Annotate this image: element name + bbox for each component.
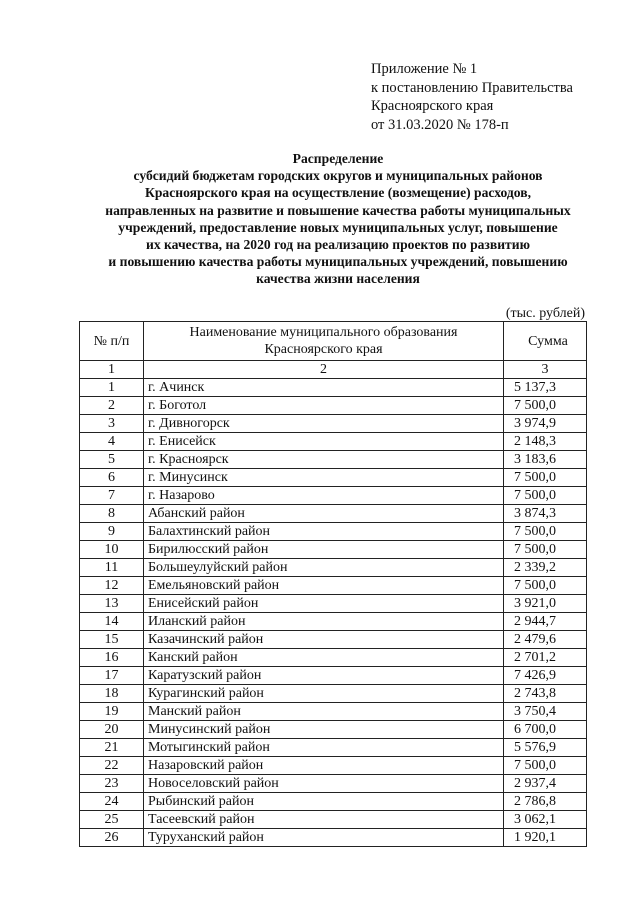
row-number: 5	[80, 451, 144, 469]
title-line: и повышению качества работы муниципальных учреждений, повышению	[108, 254, 568, 270]
row-number: 17	[80, 667, 144, 685]
table-row	[80, 739, 587, 757]
row-municipality: Иланский район	[144, 613, 504, 631]
row-sum: 1 920,1	[504, 829, 587, 847]
row-municipality: Канский район	[144, 649, 504, 667]
row-municipality: Казачинский район	[144, 631, 504, 649]
table-row	[80, 685, 587, 703]
row-sum: 3 062,1	[504, 811, 587, 829]
title-line: направленных на развитие и повышение качества работы муниципальных	[105, 202, 571, 218]
row-municipality: г. Боготол	[144, 397, 504, 415]
table-header-row	[80, 322, 587, 361]
row-sum: 2 786,8	[504, 793, 587, 811]
row-sum: 2 944,7	[504, 613, 587, 631]
table-row	[80, 541, 587, 559]
table-row	[80, 379, 587, 397]
row-municipality: г. Ачинск	[144, 379, 504, 397]
row-number: 23	[80, 775, 144, 793]
row-number: 19	[80, 703, 144, 721]
row-number: 1	[80, 379, 144, 397]
row-sum: 2 937,4	[504, 775, 587, 793]
row-sum: 7 500,0	[504, 523, 587, 541]
row-municipality: г. Назарово	[144, 487, 504, 505]
table-row	[80, 433, 587, 451]
row-sum: 7 500,0	[504, 577, 587, 595]
table-row	[80, 451, 587, 469]
row-number: 6	[80, 469, 144, 487]
row-sum: 6 700,0	[504, 721, 587, 739]
table-row	[80, 505, 587, 523]
header-number: № п/п	[80, 322, 144, 361]
row-number: 22	[80, 757, 144, 775]
row-number: 26	[80, 829, 144, 847]
row-sum: 7 500,0	[504, 397, 587, 415]
title-line: учреждений, предоставление новых муниципальных услуг, повышение	[118, 219, 558, 235]
row-number: 24	[80, 793, 144, 811]
table-row	[80, 829, 587, 847]
row-municipality: г. Енисейск	[144, 433, 504, 451]
row-municipality: Емельяновский район	[144, 577, 504, 595]
row-sum: 7 426,9	[504, 667, 587, 685]
row-sum: 3 921,0	[504, 595, 587, 613]
row-municipality: Абанский район	[144, 505, 504, 523]
table-row	[80, 631, 587, 649]
column-index-row	[80, 361, 587, 379]
units-label: (тыс. рублей)	[505, 306, 585, 321]
row-municipality: Енисейский район	[144, 595, 504, 613]
appendix-reference	[371, 60, 573, 134]
row-number: 14	[80, 613, 144, 631]
column-index: 3	[504, 361, 587, 379]
table-row	[80, 721, 587, 739]
row-municipality: Балахтинский район	[144, 523, 504, 541]
header-municipality: Наименование муниципального образования Красноярского края	[144, 322, 504, 361]
row-municipality: Назаровский район	[144, 757, 504, 775]
table-row	[80, 415, 587, 433]
row-sum: 3 974,9	[504, 415, 587, 433]
row-municipality: г. Минусинск	[144, 469, 504, 487]
row-sum: 7 500,0	[504, 487, 587, 505]
row-number: 16	[80, 649, 144, 667]
row-number: 18	[80, 685, 144, 703]
appendix-line: Красноярского края	[371, 98, 494, 114]
row-number: 7	[80, 487, 144, 505]
table-row	[80, 577, 587, 595]
row-number: 3	[80, 415, 144, 433]
table-row	[80, 559, 587, 577]
row-number: 8	[80, 505, 144, 523]
title-line: качества жизни населения	[256, 271, 420, 287]
title-line: их качества, на 2020 год на реализацию проектов по развитию	[146, 237, 530, 253]
table-row	[80, 775, 587, 793]
appendix-line: Приложение № 1	[371, 61, 478, 77]
row-municipality: Тасеевский район	[144, 811, 504, 829]
title-line: Красноярского края на осуществление (возмещение) расходов,	[144, 185, 531, 201]
row-municipality: Минусинский район	[144, 721, 504, 739]
row-number: 21	[80, 739, 144, 757]
row-sum: 7 500,0	[504, 541, 587, 559]
title-line: Распределение	[292, 151, 384, 166]
row-municipality: Туруханский район	[144, 829, 504, 847]
row-sum: 3 183,6	[504, 451, 587, 469]
row-sum: 5 137,3	[504, 379, 587, 397]
row-sum: 3 874,3	[504, 505, 587, 523]
row-municipality: Новоселовский район	[144, 775, 504, 793]
row-municipality: г. Дивногорск	[144, 415, 504, 433]
table-row	[80, 397, 587, 415]
row-number: 12	[80, 577, 144, 595]
table-row	[80, 811, 587, 829]
row-number: 15	[80, 631, 144, 649]
row-number: 4	[80, 433, 144, 451]
table-row	[80, 667, 587, 685]
row-municipality: Бирилюсский район	[144, 541, 504, 559]
row-sum: 2 701,2	[504, 649, 587, 667]
table-row	[80, 649, 587, 667]
row-sum: 2 479,6	[504, 631, 587, 649]
column-index: 2	[144, 361, 504, 379]
row-municipality: Рыбинский район	[144, 793, 504, 811]
table-row	[80, 703, 587, 721]
table-row	[80, 487, 587, 505]
row-municipality: Манский район	[144, 703, 504, 721]
row-sum: 2 743,8	[504, 685, 587, 703]
row-sum: 2 148,3	[504, 433, 587, 451]
table-row	[80, 595, 587, 613]
appendix-line: к постановлению Правительства	[371, 79, 573, 96]
document-title	[60, 150, 616, 288]
table-row	[80, 613, 587, 631]
row-municipality: Курагинский район	[144, 685, 504, 703]
row-sum: 3 750,4	[504, 703, 587, 721]
row-municipality: Каратузский район	[144, 667, 504, 685]
row-number: 2	[80, 397, 144, 415]
row-sum: 7 500,0	[504, 757, 587, 775]
row-sum: 5 576,9	[504, 739, 587, 757]
row-sum: 7 500,0	[504, 469, 587, 487]
header-sum: Сумма	[504, 322, 587, 361]
table-row	[80, 469, 587, 487]
row-number: 11	[80, 559, 144, 577]
row-number: 25	[80, 811, 144, 829]
row-number: 9	[80, 523, 144, 541]
row-municipality: Большеулуйский район	[144, 559, 504, 577]
row-number: 13	[80, 595, 144, 613]
column-index: 1	[80, 361, 144, 379]
row-number: 20	[80, 721, 144, 739]
row-municipality: Мотыгинский район	[144, 739, 504, 757]
table-row	[80, 523, 587, 541]
table-row	[80, 793, 587, 811]
subsidy-table	[79, 321, 587, 847]
appendix-line: от 31.03.2020 № 178-п	[371, 116, 509, 133]
row-sum: 2 339,2	[504, 559, 587, 577]
row-number: 10	[80, 541, 144, 559]
title-line: субсидий бюджетам городских округов и муниципальных районов	[133, 168, 543, 184]
row-municipality: г. Красноярск	[144, 451, 504, 469]
table-row	[80, 757, 587, 775]
